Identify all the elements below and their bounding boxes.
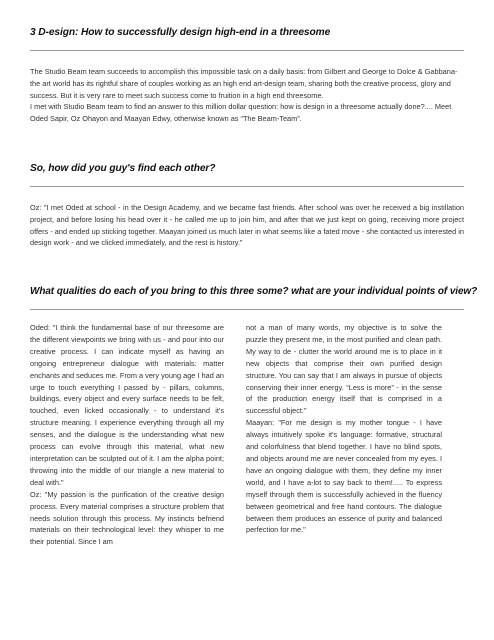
answer-1-paragraph: Oz: "I met Oded at school - in the Design Academy, and we became fast friends. After school was over he received a big instillation project, and before losing his head over it - he called me up to join him, and after that we just kept on going, receiving more project offers - and ended up sticking together. Maayan joined us much later in what seems like a fated move - she contacted us interested in design work - and we clicked immediately, and the rest is history.": [30, 203, 464, 248]
title-divider: [30, 50, 464, 51]
intro-text-2: I met with Studio Beam team to find an answer to this million dollar question: how is design in a threesome actually done?.... Meet Oded Sapir, Oz Ohayon and Maayan Edwy, otherwise known as “The Beam-Team”.: [30, 102, 452, 123]
article-title: 3 D-esign: How to successfully design high-end in a threesome: [30, 27, 331, 38]
question-1-heading: So, how did you guy's find each other?: [30, 163, 216, 174]
answer-2-left-column: [30, 322, 224, 548]
question-2-divider: [30, 309, 464, 310]
intro-paragraph: [30, 66, 464, 125]
intro-text-1: The Studio Beam team succeeds to accomplish this impossible task on a daily basis: from Gilbert and George to Dolce & Gabbana- the art world has its rightful share of couples working as an high end art-design team, sharing both the creative process, glory and success. But it is very rare to meet such success come to fruition in a high end threesome.: [30, 67, 458, 100]
oz-answer-continued: not a man of many words, my objective is to solve the puzzle they present me, in the most purified and clean path. My way to de - clutter the world around me is to place in it new objects that comprise their own purified design structure. You can say that I am always in pursue of objects conserving their inner energy. “Less is more” - in the sense of the production energy itself that is comprised in a successful object.": [246, 323, 442, 416]
maayan-answer: Maayan: "For me design is my mother tongue - I have always intuitively spoke it's language: formative, structural and colorfulness that blend together. I have no blind spots, and objects around me are never concealed from my eyes. I have an ongoing dialogue with them, they define my inner world, and I have a-lot to say back to them!..... To express myself through them is successfully achieved in the fluency between geometrical and free hand contours. The dialogue between them produces an essence of purity and balanced perfection for me.": [246, 418, 442, 535]
oz-answer: Oz: "My passion is the purification of the creative design process. Every material comprises a structure problem that needs solution through this process. My instincts befriend materials on their technological level: they whisper to me their potential. Since I am: [30, 489, 224, 547]
answer-2-right-column: [246, 322, 442, 536]
question-2-heading: What qualities do each of you bring to this three some? what are your individual points of view?: [30, 286, 478, 297]
question-1-divider: [30, 186, 464, 187]
oded-answer: Oded: "I think the fundamental base of our threesome are the different viewpoints we bring with us - and pour into our creative process. I can indicate myself as having an ongoing entrepreneur dialogue with materials: matter enchants and seduces me. From a very young age I had an urge to touch everything I passed by - pillars, columns, buildings, every object and every surface needs to be felt, touched, even licked occasionally - to understand it's structure meaning. I experience everything through all my senses, and the dialogue is the understanding what new process can evolve through this material, what new interpretation can be sculpted out of it. I am the alpha point; throwing into the middle of our triangle a new material to deal with.": [30, 323, 224, 487]
